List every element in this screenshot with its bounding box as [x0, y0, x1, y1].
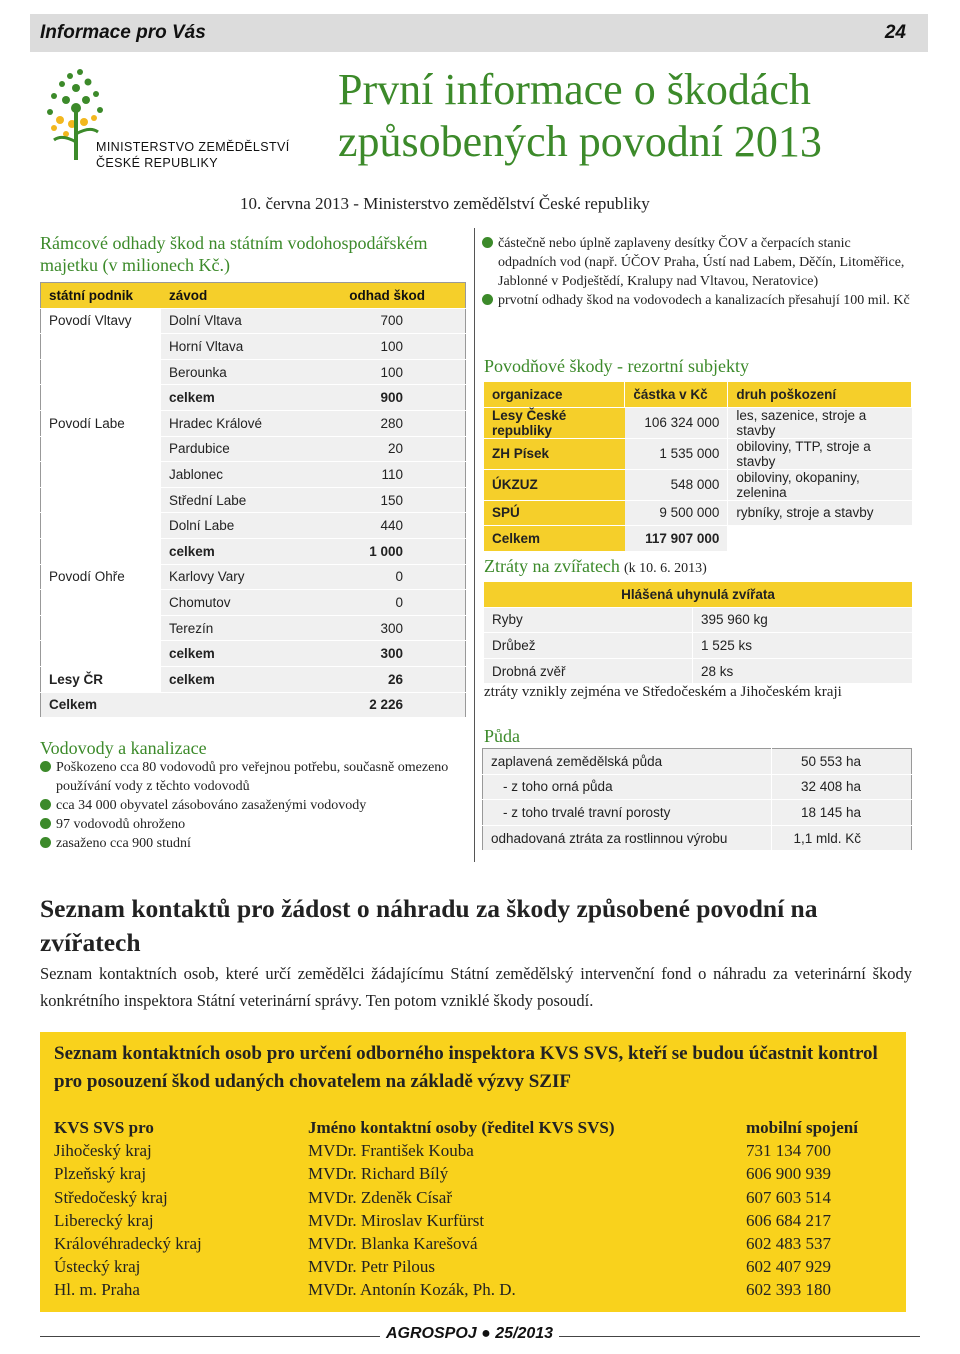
table-row: [41, 385, 466, 411]
table-cell: 1 535 000: [625, 438, 728, 469]
contact-name: MVDr. Antonín Kozák, Ph. D.: [308, 1280, 516, 1300]
table-cell: 50 553 ha: [772, 749, 912, 775]
col-header: závod: [161, 283, 327, 309]
table-cell: [41, 334, 162, 360]
table-cell: 700: [327, 308, 466, 334]
contact-name: MVDr. František Kouba: [308, 1141, 474, 1161]
table-cell: [41, 590, 162, 616]
table-cell: Dolní Labe: [161, 513, 327, 539]
table-cell: Celkem: [41, 692, 162, 718]
table-cell: 548 000: [625, 469, 728, 500]
list-item: 97 vodovodů ohroženo: [40, 815, 466, 834]
table-row: [41, 308, 466, 334]
header-title: Informace pro Vás: [40, 22, 206, 43]
table-cell: Drůbež: [484, 633, 693, 659]
table-cell: 280: [327, 410, 466, 436]
list-item: zasaženo cca 900 studní: [40, 834, 466, 853]
table-row: [41, 513, 466, 539]
animals-note: ztráty vznikly zejména ve Středočeském a Jihočeském kraji: [484, 684, 842, 700]
table-cell: [161, 692, 327, 718]
animals-heading-wrap: [484, 555, 707, 577]
bullet-icon: [40, 837, 51, 848]
table-cell: 110: [327, 462, 466, 488]
phone-column: [746, 1116, 906, 1302]
col-header: odhad škod: [327, 283, 466, 309]
table-cell: ÚKZUZ: [484, 469, 625, 500]
table-cell: Povodí Ohře: [41, 564, 162, 590]
table-cell: 1,1 mld. Kč: [772, 825, 912, 851]
table-cell: 0: [327, 590, 466, 616]
table-cell: celkem: [161, 385, 327, 411]
table-cell: 300: [327, 641, 466, 667]
table-row: [484, 438, 912, 469]
column-divider: [474, 228, 475, 862]
table-cell: Pardubice: [161, 436, 327, 462]
list-item: částečně nebo úplně zaplaveny desítky ČOV a čerpacích stanic odpadních vod (např. ÚČOV Praha, Ústí nad Labem, Děčín, Litoměřice, Jablonné v Podještědí, Kralupy nad Vltavou, Neratovice): [482, 234, 912, 291]
table-cell: 395 960 kg: [693, 607, 913, 633]
table-cell: Celkem: [484, 526, 625, 551]
table-cell: 106 324 000: [625, 407, 728, 438]
list-item: cca 34 000 obyvatel zásobováno zasaženými vodovody: [40, 796, 466, 815]
table-cell: - z toho trvalé travní porosty: [483, 800, 772, 826]
table-cell: Jablonec: [161, 462, 327, 488]
contact-phone: 607 603 514: [746, 1187, 831, 1207]
dept-damage-table: [484, 382, 912, 551]
table-row: [41, 436, 466, 462]
table-header-row: [41, 283, 466, 309]
contact-name: MVDr. Richard Bílý: [308, 1164, 449, 1184]
col-header: Jméno kontaktní osoby (ředitel KVS SVS): [308, 1118, 615, 1137]
col-header: druh poškození: [728, 382, 912, 407]
page-number: 24: [884, 22, 906, 43]
contact-phone: 731 134 700: [746, 1141, 831, 1161]
soil-table: [482, 748, 912, 851]
logo-text-line1: MINISTERSTVO ZEMĚDĚLSTVÍ: [96, 140, 290, 154]
table-cell: 9 500 000: [625, 500, 728, 526]
table-row: [483, 800, 912, 826]
table-cell: [41, 436, 162, 462]
table-row: [484, 658, 912, 683]
table-cell: Terezín: [161, 615, 327, 641]
table-cell: rybníky, stroje a stavby: [728, 500, 912, 526]
table-cell: celkem: [161, 641, 327, 667]
table-cell: Berounka: [161, 359, 327, 385]
contact-name: MVDr. Miroslav Kurfürst: [308, 1210, 485, 1230]
bullet-icon: [40, 799, 51, 810]
table-row: [41, 410, 466, 436]
table-row: [484, 500, 912, 526]
table-cell: 0: [327, 564, 466, 590]
table-cell: [41, 487, 162, 513]
table-row: [41, 590, 466, 616]
table-cell: 18 145 ha: [772, 800, 912, 826]
table-header-row: [484, 382, 912, 407]
table-row: [41, 641, 466, 667]
table-cell: 300: [327, 615, 466, 641]
contact-name: MVDr. Blanka Karešová: [308, 1234, 478, 1254]
animals-table: [484, 582, 912, 683]
bullet-icon: [40, 818, 51, 829]
table-cell: Chomutov: [161, 590, 327, 616]
contact-phone: 606 900 939: [746, 1164, 831, 1184]
soil-heading: Půda: [484, 726, 520, 746]
animals-date: (k 10. 6. 2013): [623, 561, 707, 576]
table-row: [41, 615, 466, 641]
contact-phone: 606 684 217: [746, 1210, 831, 1230]
table-cell: Lesy ČR: [41, 666, 162, 692]
table-cell: Ryby: [484, 607, 693, 633]
table-cell: 32 408 ha: [772, 774, 912, 800]
table-cell: 100: [327, 359, 466, 385]
contact-region: Ústecký kraj: [54, 1257, 141, 1277]
water-heading: Vodovody a kanalizace: [40, 738, 207, 758]
table-row: [484, 407, 912, 438]
table-cell: 900: [327, 385, 466, 411]
table-cell: [41, 641, 162, 667]
table-cell: 1 525 ks: [693, 633, 913, 659]
table-header-row: [484, 582, 912, 607]
table-cell: celkem: [161, 666, 327, 692]
contact-region: Hl. m. Praha: [54, 1280, 140, 1300]
article-title: První informace o škodách způsobených povodní 2013: [338, 65, 822, 166]
table-cell: Karlovy Vary: [161, 564, 327, 590]
table-cell: ZH Písek: [484, 438, 625, 469]
table-cell: 1 000: [327, 538, 466, 564]
table-row: [41, 359, 466, 385]
bullet-icon: [482, 237, 493, 248]
contact-phone: 602 483 537: [746, 1234, 831, 1254]
contacts-box-title: Seznam kontaktních osob pro určení odborného inspektora KVS SVS, kteří se budou účastnit kontrol pro posouzení škod udaných chovatelem na základě výzvy SZIF: [54, 1043, 878, 1092]
table-cell: [41, 513, 162, 539]
contact-phone: 602 393 180: [746, 1280, 831, 1300]
table-cell: Střední Labe: [161, 487, 327, 513]
table-cell: Lesy České republiky: [484, 407, 625, 438]
table-cell: [41, 385, 162, 411]
table-cell: [41, 538, 162, 564]
table-cell: Povodí Labe: [41, 410, 162, 436]
table-cell: 100: [327, 334, 466, 360]
dept-heading: Povodňové škody - rezortní subjekty: [484, 356, 749, 376]
table-cell: 20: [327, 436, 466, 462]
table-cell: Povodí Vltavy: [41, 308, 162, 334]
contact-name: MVDr. Zdeněk Císař: [308, 1187, 453, 1207]
animals-heading: Ztráty na zvířatech: [484, 556, 620, 576]
list-item: Poškozeno cca 80 vodovodů pro veřejnou potřebu, současně omezeno používání vody z těchto vodovodů: [40, 758, 466, 796]
table-row: [484, 526, 912, 551]
table-row: [41, 334, 466, 360]
table-cell: 28 ks: [693, 658, 913, 683]
table-cell: obiloviny, okopaniny, zelenina: [728, 469, 912, 500]
state-damage-heading: Rámcové odhady škod na státním vodohospodářském majetku (v milionech Kč.): [40, 233, 428, 275]
table-row: [483, 749, 912, 775]
list-item: prvotní odhady škod na vodovodech a kanalizacích přesahují 100 mil. Kč: [482, 291, 912, 310]
table-row: [41, 692, 466, 718]
table-cell: - z toho orná půda: [483, 774, 772, 800]
bullet-icon: [482, 294, 493, 305]
contacts-title: Seznam kontaktů pro žádost o náhradu za škody způsobené povodní na zvířatech: [40, 894, 818, 957]
table-cell: [41, 462, 162, 488]
table-cell: obiloviny, TTP, stroje a stavby: [728, 438, 912, 469]
table-cell: 26: [327, 666, 466, 692]
table-cell: 2 226: [327, 692, 466, 718]
col-header: organizace: [484, 382, 625, 407]
article-subtitle: 10. června 2013 - Ministerstvo zemědělství České republiky: [240, 194, 650, 213]
table-cell: zaplavená zemědělská půda: [483, 749, 772, 775]
footer-text: AGROSPOJ ● 25/2013: [380, 1325, 559, 1343]
table-row: [41, 487, 466, 513]
contact-phone: 602 407 929: [746, 1257, 831, 1277]
col-header: KVS SVS pro: [54, 1118, 154, 1137]
contacts-text: Seznam kontaktních osob, které určí zemědělci žádajícímu Státní zemědělský intervenční fond o náhradu za veterinární škody konkrétního inspektora Státní veterinární správy. Ten potom vzniklé škody posoudí.: [40, 964, 912, 1010]
table-cell: 117 907 000: [625, 526, 728, 551]
table-cell: [41, 615, 162, 641]
name-column: [308, 1116, 738, 1302]
contact-region: Liberecký kraj: [54, 1210, 154, 1230]
table-row: [484, 607, 912, 633]
contact-region: Královéhradecký kraj: [54, 1234, 202, 1254]
table-row: [41, 564, 466, 590]
contact-region: Středočeský kraj: [54, 1187, 168, 1207]
col-header: částka v Kč: [625, 382, 728, 407]
col-header: státní podnik: [41, 283, 162, 309]
bullet-icon: [40, 761, 51, 772]
table-row: [483, 825, 912, 851]
table-cell: Dolní Vltava: [161, 308, 327, 334]
table-row: [41, 538, 466, 564]
contact-name: MVDr. Petr Pilous: [308, 1257, 436, 1277]
table-cell: [728, 526, 912, 551]
table-cell: Hradec Králové: [161, 410, 327, 436]
contact-region: Jihočeský kraj: [54, 1141, 152, 1161]
col-header: mobilní spojení: [746, 1118, 858, 1137]
table-cell: celkem: [161, 538, 327, 564]
state-damage-table: [40, 282, 466, 718]
table-row: [41, 666, 466, 692]
table-row: [483, 774, 912, 800]
table-cell: Horní Vltava: [161, 334, 327, 360]
table-row: [484, 633, 912, 659]
table-cell: les, sazenice, stroje a stavby: [728, 407, 912, 438]
table-row: [484, 469, 912, 500]
animals-table-header: Hlášená uhynulá zvířata: [484, 582, 912, 607]
table-cell: SPÚ: [484, 500, 625, 526]
table-cell: 150: [327, 487, 466, 513]
table-cell: Drobná zvěř: [484, 658, 693, 683]
table-row: [41, 462, 466, 488]
region-column: [54, 1116, 304, 1302]
table-cell: 440: [327, 513, 466, 539]
table-cell: odhadovaná ztráta za rostlinnou výrobu: [483, 825, 772, 851]
logo-text-line2: ČESKÉ REPUBLIKY: [96, 156, 219, 170]
contact-region: Plzeňský kraj: [54, 1164, 147, 1184]
table-cell: [41, 359, 162, 385]
